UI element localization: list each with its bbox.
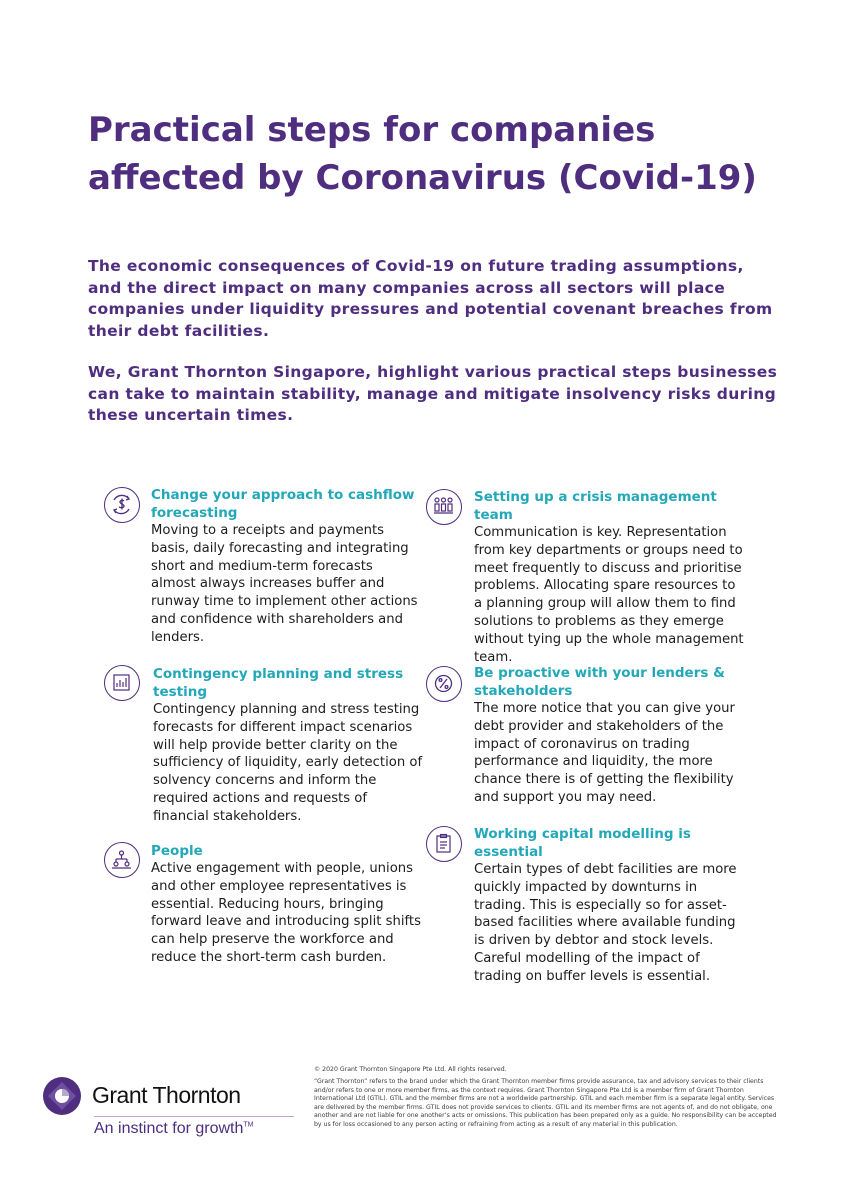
item-title: Contingency planning and stress testing <box>153 666 404 700</box>
item-title: Working capital modelling is essential <box>474 826 691 860</box>
dollar-cycle-icon <box>104 487 140 523</box>
trademark: TM <box>243 1121 254 1129</box>
item-title: Be proactive with your lenders & stakeholders <box>474 665 725 699</box>
clipboard-icon <box>426 826 462 862</box>
item-body: Contingency planning and stress testing forecasts for different impact scenarios will help provide better clarity on the sufficiency of liquidity, early detection of solvency concerns and inform the required actions and requests of financial stakeholders. <box>153 702 423 824</box>
team-icon <box>426 489 462 525</box>
list-item <box>151 842 421 967</box>
list-item <box>153 665 423 826</box>
item-body: Communication is key. Representation from key departments or groups need to meet frequently to discuss and prioritise problems. Allocating spare resources to a planning group will allow them to find solutions to problems as they emerge without tying up the whole management team. <box>474 525 744 665</box>
percent-icon <box>426 666 462 702</box>
legal-disclaimer: “Grant Thornton” refers to the brand under which the Grant Thornton member firms provide assurance, tax and advisory services to their clients and/or refers to one or more member firms, as the context requires. Grant Thornton Singapore Pte Ltd is a member firm of Grant Thornton International Ltd (GTIL). GTIL and the member firms are not a worldwide partnership. GTIL and each member firm is a separate legal entity. Services are delivered by the member firms. GTIL does not provide services to clients. GTIL and its member firms are not agents of, and do not obligate, one another and are not liable for one another’s acts or omissions. This publication has been prepared only as a guide. No responsibility can be accepted by us for loss occasioned to any person acting or refraining from acting as a result of any material in this publication. <box>314 1078 777 1128</box>
intro-paragraph: We, Grant Thornton Singapore, highlight various practical steps businesses can take to maintain stability, manage and mitigate insolvency risks during these uncertain times. <box>88 363 778 424</box>
item-title: Setting up a crisis management team <box>474 489 717 523</box>
item-title: People <box>151 843 203 859</box>
item-title: Change your approach to cashflow forecasting <box>151 487 415 521</box>
intro-paragraph: The economic consequences of Covid-19 on future trading assumptions, and the direct impact on many companies across all sectors will place companies under liquidity pressures and potential covenant breaches from their debt facilities. <box>88 257 773 340</box>
copyright-notice: © 2020 Grant Thornton Singapore Pte Ltd. All rights reserved. <box>314 1066 507 1073</box>
grant-thornton-logo-icon <box>42 1076 82 1116</box>
bar-chart-icon <box>104 665 140 701</box>
item-body: The more notice that you can give your debt provider and stakeholders of the impact of coronavirus on trading performance and liquidity, the more chance there is of getting the flexibility and support you may need. <box>474 701 735 805</box>
list-item <box>474 825 744 986</box>
item-body: Moving to a receipts and payments basis, daily forecasting and integrating short and medium-term forecasts almost always increases buffer and runway time to implement other actions and confidence with shareholders and lenders. <box>151 523 418 645</box>
logo-tagline: An instinct for growth™ <box>94 1120 254 1137</box>
page-title: Practical steps for companies affected by Coronavirus (Covid-19) <box>88 110 757 198</box>
org-chart-icon <box>104 842 140 878</box>
item-body: Certain types of debt facilities are more quickly impacted by downturns in trading. This is especially so for asset-based facilities where available funding is driven by debtor and stock levels. Careful modelling of the impact of trading on buffer levels is essential. <box>474 862 737 984</box>
list-item <box>474 488 744 666</box>
list-item <box>474 664 744 807</box>
company-logo <box>42 1074 272 1144</box>
item-body: Active engagement with people, unions and other employee representatives is essential. Reducing hours, bringing forward leave and introducing split shifts can help preserve the workforce and reduce the short-term cash burden. <box>151 861 421 965</box>
logo-name: Grant Thornton <box>92 1082 241 1108</box>
logo-divider <box>94 1116 294 1117</box>
list-item <box>151 486 421 647</box>
